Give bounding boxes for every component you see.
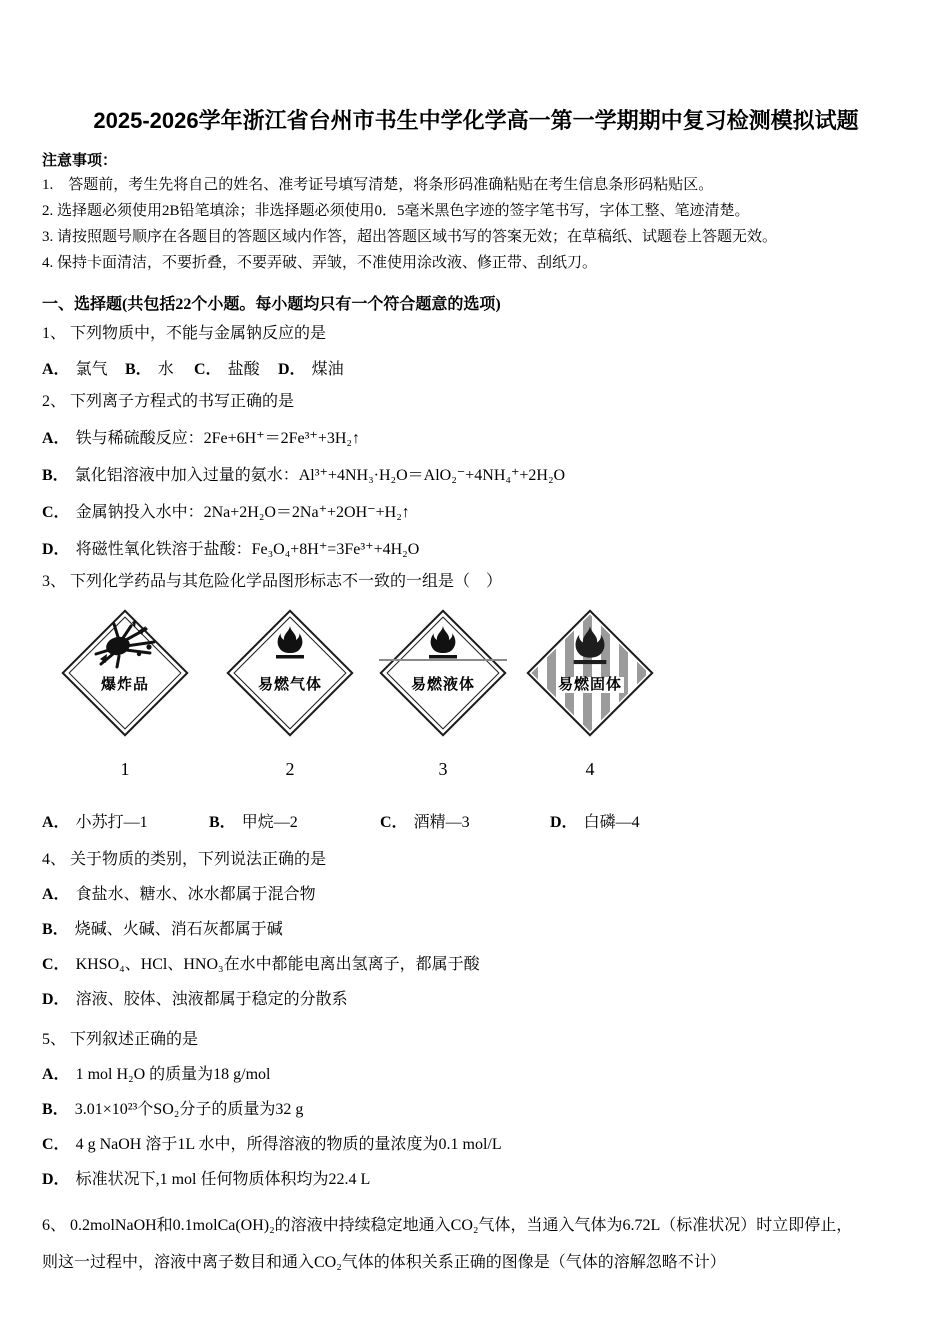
- option-d: [42, 1169, 910, 1191]
- option-a-text: 食盐水、糖水、冰水都属于混合物: [75, 886, 316, 903]
- option-a-label: A．: [42, 361, 70, 378]
- option-b: [209, 809, 380, 832]
- option-d-text: 白磷—4: [583, 814, 640, 831]
- question-5-options: [42, 1064, 910, 1191]
- hazard-label-text: 易燃液体: [410, 677, 475, 693]
- option-d-label: D．: [42, 541, 70, 558]
- hazard-sign-flammable-liquid: [377, 603, 509, 781]
- option-d: [278, 356, 344, 379]
- hazard-number: 2: [285, 759, 295, 779]
- option-a: [42, 428, 910, 450]
- question-6-number: 6、: [42, 1217, 67, 1234]
- option-c-label: C．: [42, 1136, 70, 1153]
- question-2-options: [42, 428, 910, 561]
- hazard-label-text: 爆炸品: [100, 677, 149, 693]
- option-a-text: 小苏打—1: [75, 814, 148, 831]
- notice-item-3: 3. 请按照题号顺序在各题目的答题区域内作答，超出答题区域书写的答案无效；在草稿纸、试题卷上答题无效。: [42, 229, 778, 245]
- option-b-text: 水: [157, 361, 174, 378]
- option-c-label: C．: [194, 361, 222, 378]
- question-5-text: 下列叙述正确的是: [70, 1031, 199, 1048]
- option-c-text: 酒精—3: [413, 814, 470, 831]
- hazard-sign-explosive: [59, 603, 191, 781]
- question-2-stem: [42, 391, 910, 413]
- option-c: [380, 809, 550, 832]
- section-header: 一、选择题(共包括22个小题。每小题均只有一个符合题意的选项): [42, 296, 501, 313]
- option-b: [42, 465, 910, 487]
- option-c-label: C．: [42, 504, 70, 521]
- option-a: [42, 1064, 910, 1086]
- option-c-label: C．: [380, 814, 408, 831]
- option-d: [42, 539, 910, 561]
- hazard-label: [224, 675, 356, 695]
- question-6-line-1: [42, 1215, 910, 1237]
- hazard-sign-flammable-gas: [224, 603, 356, 781]
- option-b-text: 3.01×10²³个SO₂分子的质量为32 g: [74, 1101, 304, 1118]
- question-2-text: 下列离子方程式的书写正确的是: [70, 393, 295, 410]
- hazard-number: 3: [438, 759, 448, 779]
- question-3-options: [42, 809, 910, 832]
- page-title: 2025-2026学年浙江省台州市书生中学化学高一第一学期期中复习检测模拟试题: [93, 108, 859, 133]
- hazard-number: 1: [120, 759, 130, 779]
- option-d-label: D．: [42, 991, 70, 1008]
- hazard-sign-flammable-solid: [524, 603, 656, 781]
- hazard-label: [524, 675, 656, 695]
- option-c-label: C．: [42, 956, 70, 973]
- option-b-label: B．: [42, 467, 69, 484]
- option-a-text: 铁与稀硫酸反应：2Fe+6H⁺＝2Fe³⁺+3H₂↑: [75, 430, 360, 447]
- option-a-text: 氯气: [75, 361, 108, 378]
- question-4-options: [42, 884, 910, 1011]
- hazard-label: [59, 675, 191, 695]
- option-d-text: 煤油: [311, 361, 344, 378]
- option-b: [42, 919, 910, 941]
- question-5-stem: [42, 1029, 910, 1051]
- option-a: [42, 884, 910, 906]
- notice-item-1: 1. 答题前，考生先将自己的姓名、准考证号填写清楚，将条形码准确粘贴在考生信息条形码粘贴区。: [42, 177, 714, 193]
- flame-icon: [566, 625, 614, 667]
- question-4-stem: [42, 849, 910, 871]
- option-d-text: 溶液、胶体、浊液都属于稳定的分散系: [75, 991, 348, 1008]
- question-4-text: 关于物质的类别，下列说法正确的是: [70, 851, 327, 868]
- question-2-number: 2、: [42, 393, 67, 410]
- option-c-text: 金属钠投入水中：2Na+2H₂O＝2Na⁺+2OH⁻+H₂↑: [75, 504, 410, 521]
- notice-header: 注意事项：: [42, 153, 118, 169]
- option-d-label: D．: [278, 361, 306, 378]
- hazard-number: 4: [585, 759, 595, 779]
- explosion-icon: [92, 619, 158, 671]
- option-b-text: 烧碱、火碱、消石灰都属于碱: [74, 921, 283, 938]
- notice-item-2: 2. 选择题必须使用2B铅笔填涂；非选择题必须使用0．5毫米黑色字迹的签字笔书写，字体工整、笔迹清楚。: [42, 203, 750, 219]
- question-1-options: [42, 356, 910, 379]
- question-6: [42, 1215, 910, 1274]
- option-a-label: A．: [42, 1066, 70, 1083]
- option-d-text: 将磁性氧化铁溶于盐酸：Fe₃O₄+8H⁺=3Fe³⁺+4H₂O: [75, 541, 420, 558]
- flame-icon: [423, 625, 463, 661]
- question-1-text: 下列物质中，不能与金属钠反应的是: [70, 325, 327, 342]
- option-d-text: 标准状况下,1 mol 任何物质体积均为22.4 L: [75, 1171, 371, 1188]
- hazard-signs-figure: [42, 603, 910, 781]
- question-3-number: 3、: [42, 573, 67, 590]
- option-d: [550, 809, 910, 832]
- option-b-text: 甲烷—2: [241, 814, 298, 831]
- option-a-label: A．: [42, 430, 70, 447]
- option-d-label: D．: [550, 814, 578, 831]
- question-5-number: 5、: [42, 1031, 67, 1048]
- option-a-label: A．: [42, 814, 70, 831]
- option-b-label: B．: [42, 1101, 69, 1118]
- question-1-stem: [42, 323, 910, 345]
- option-d: [42, 989, 910, 1011]
- question-3-text: 下列化学药品与其危险化学品图形标志不一致的一组是（ ）: [70, 573, 503, 590]
- option-c-text: KHSO₄、HCl、HNO₃在水中都能电离出氢离子，都属于酸: [75, 956, 480, 973]
- question-6-line-2: 则这一过程中，溶液中离子数目和通入CO₂气体的体积关系正确的图像是（气体的溶解忽略不计）: [42, 1254, 726, 1271]
- option-b-label: B．: [125, 361, 152, 378]
- option-a-label: A．: [42, 886, 70, 903]
- question-3-stem: [42, 571, 910, 593]
- option-b: [42, 1099, 910, 1121]
- option-c: [42, 954, 910, 976]
- option-a-text: 1 mol H₂O 的质量为18 g/mol: [75, 1066, 271, 1083]
- option-b: [125, 356, 190, 379]
- notice-item-4: 4. 保持卡面清洁，不要折叠，不要弄破、弄皱，不准使用涂改液、修正带、刮纸刀。: [42, 255, 598, 271]
- option-d-label: D．: [42, 1171, 70, 1188]
- hazard-label: [377, 675, 509, 695]
- question-4-number: 4、: [42, 851, 67, 868]
- question-6-text-1: 0.2molNaOH和0.1molCa(OH)₂的溶液中持续稳定地通入CO₂气体，当通入气体为6.72L（标准状况）时立即停止，: [70, 1217, 853, 1234]
- option-c: [42, 502, 910, 524]
- option-c-text: 盐酸: [227, 361, 260, 378]
- option-c: [194, 356, 274, 379]
- option-c: [42, 1134, 910, 1156]
- option-b-label: B．: [209, 814, 236, 831]
- hazard-label-text: 易燃固体: [557, 677, 622, 693]
- option-b-text: 氯化铝溶液中加入过量的氨水：Al³⁺+4NH₃·H₂O＝AlO₂⁻+4NH₄⁺+2H₂O: [74, 467, 566, 484]
- option-c-text: 4 g NaOH 溶于1L 水中，所得溶液的物质的量浓度为0.1 mol/L: [75, 1136, 502, 1153]
- hazard-label-text: 易燃气体: [257, 677, 322, 693]
- option-a: [42, 356, 121, 379]
- option-b-label: B．: [42, 921, 69, 938]
- option-a: [42, 809, 209, 832]
- question-1-number: 1、: [42, 325, 67, 342]
- flame-icon: [270, 625, 310, 661]
